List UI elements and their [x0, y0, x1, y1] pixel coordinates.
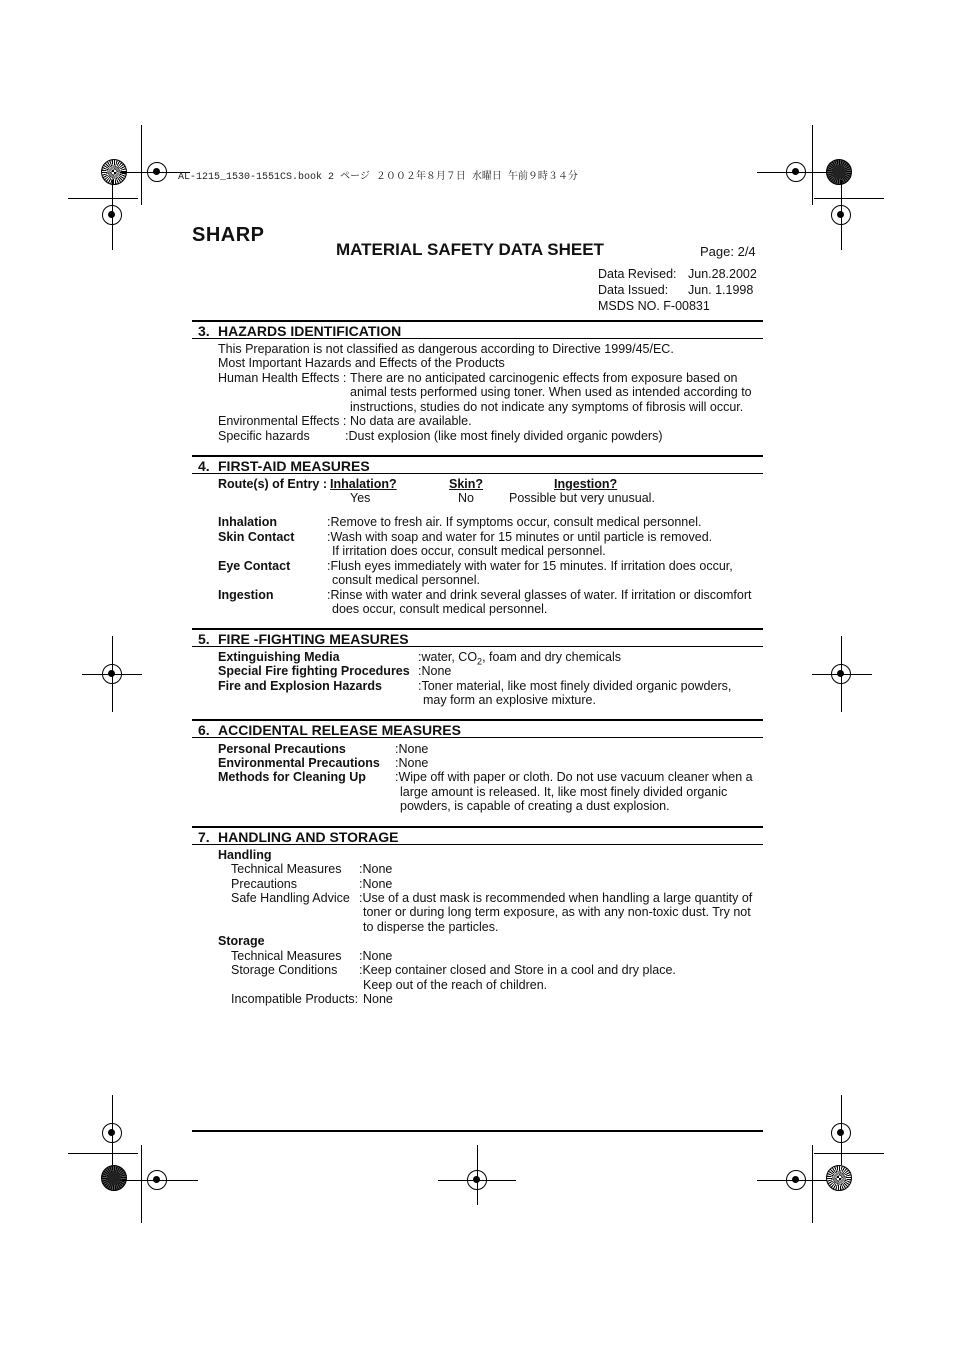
- msds-number: MSDS NO. F-00831: [598, 299, 710, 313]
- section-title: FIRE -FIGHTING MEASURES: [218, 631, 409, 647]
- field-label: Specific hazards: [218, 429, 310, 443]
- table-cell: Possible but very unusual.: [509, 491, 655, 505]
- field-label: Fire and Explosion Hazards: [218, 679, 382, 693]
- field-label: Human Health Effects :: [218, 371, 347, 385]
- brand-logo: SHARP: [192, 224, 265, 246]
- field-value: does occur, consult medical personnel.: [332, 602, 548, 616]
- document-meta: [598, 266, 757, 314]
- field-value: toner or during long term exposure, as with any non-toxic dust. Try not: [363, 905, 751, 919]
- field-value: :Use of a dust mask is recommended when handling a large quantity of: [359, 891, 753, 905]
- field-label: Precautions: [231, 877, 298, 891]
- page-number: Page: 2/4: [700, 244, 756, 259]
- section-header: [192, 455, 763, 474]
- field-label: Eye Contact: [218, 559, 291, 573]
- field-label: Incompatible Products:: [231, 992, 359, 1006]
- section-header: [192, 320, 763, 339]
- field-value: :Wipe off with paper or cloth. Do not use vacuum cleaner when a: [395, 770, 753, 784]
- section-text: This Preparation is not classified as dangerous according to Directive 1999/45/EC.: [218, 342, 674, 356]
- registration-target-icon: [101, 1165, 127, 1191]
- table-cell: No: [458, 491, 474, 505]
- section-title: ACCIDENTAL RELEASE MEASURES: [218, 722, 461, 738]
- field-label: Technical Measures: [231, 949, 342, 963]
- field-value: Keep out of the reach of children.: [363, 978, 548, 992]
- registration-target-icon: [826, 1165, 852, 1191]
- field-label: Ingestion: [218, 588, 274, 602]
- field-label: Special Fire fighting Procedures: [218, 664, 410, 678]
- page-title: MATERIAL SAFETY DATA SHEET: [336, 240, 604, 259]
- field-label: Personal Precautions: [218, 742, 346, 756]
- value-text: :water, CO: [418, 650, 478, 664]
- column-header: Inhalation?: [330, 477, 397, 491]
- section-title: FIRST-AID MEASURES: [218, 458, 370, 474]
- field-value: None: [363, 992, 393, 1006]
- field-value: :None: [359, 877, 393, 891]
- book-header: AL-1215_1530-1551CS.book 2 ページ ２００２年８月７日 水曜日 午前９時３４分: [178, 172, 578, 183]
- field-label: Storage Conditions: [231, 963, 338, 977]
- field-value: No data are available.: [350, 414, 472, 428]
- section-number: 4.: [198, 458, 210, 474]
- issued-label: Data Issued:: [598, 283, 669, 297]
- field-value: to disperse the particles.: [363, 920, 499, 934]
- field-value: :Rinse with water and drink several glasses of water. If irritation or discomfort: [327, 588, 752, 602]
- subsection-title: Handling: [218, 848, 272, 862]
- section-number: 5.: [198, 631, 210, 647]
- section-title: HAZARDS IDENTIFICATION: [218, 323, 402, 339]
- field-value: large amount is released. It, like most finely divided organic: [400, 785, 728, 799]
- revised-value: Jun.28.2002: [688, 267, 757, 281]
- section-title: HANDLING AND STORAGE: [218, 829, 399, 845]
- field-value: :Dust explosion (like most finely divided organic powders): [345, 429, 663, 443]
- field-value: powders, is capable of creating a dust explosion.: [400, 799, 670, 813]
- field-value: :None: [359, 949, 393, 963]
- field-label: Route(s) of Entry :: [218, 477, 328, 491]
- field-value: :Keep container closed and Store in a cool and dry place.: [359, 963, 676, 977]
- field-value: :None: [359, 862, 393, 876]
- revised-label: Data Revised:: [598, 267, 677, 281]
- field-label: Environmental Effects :: [218, 414, 347, 428]
- field-value: instructions, studies do not indicate any symptoms of fibrosis will occur.: [350, 400, 744, 414]
- issued-value: Jun. 1.1998: [688, 283, 754, 297]
- registration-target-icon: [826, 159, 852, 185]
- field-label: Technical Measures: [231, 862, 342, 876]
- section-number: 3.: [198, 323, 210, 339]
- value-text: , foam and dry chemicals: [482, 650, 622, 664]
- field-value: :None: [395, 756, 429, 770]
- subsection-title: Storage: [218, 934, 265, 948]
- field-value: There are no anticipated carcinogenic effects from exposure based on: [350, 371, 738, 385]
- field-value: animal tests performed using toner. When used as intended according to: [350, 385, 752, 399]
- field-label: Extinguishing Media: [218, 650, 340, 664]
- field-value: :None: [395, 742, 429, 756]
- field-value: :None: [418, 664, 452, 678]
- subscript-text: 2: [477, 656, 483, 667]
- field-value: :Wash with soap and water for 15 minutes or until particle is removed.: [327, 530, 713, 544]
- column-header: Ingestion?: [554, 477, 618, 491]
- column-header: Skin?: [449, 477, 484, 491]
- section-number: 6.: [198, 722, 210, 738]
- field-label: Environmental Precautions: [218, 756, 380, 770]
- field-label: Methods for Cleaning Up: [218, 770, 366, 784]
- section-header: [192, 628, 763, 647]
- section-header: [192, 826, 763, 845]
- field-value: may form an explosive mixture.: [423, 693, 596, 707]
- field-value: :Remove to fresh air. If symptoms occur, consult medical personnel.: [327, 515, 702, 529]
- section-header: [192, 719, 763, 738]
- footer-divider: [192, 1130, 763, 1132]
- field-label: Safe Handling Advice: [231, 891, 350, 905]
- section-number: 7.: [198, 829, 210, 845]
- table-cell: Yes: [350, 491, 371, 505]
- field-label: Skin Contact: [218, 530, 295, 544]
- field-value: If irritation does occur, consult medical personnel.: [332, 544, 606, 558]
- section-text: Most Important Hazards and Effects of the Products: [218, 356, 505, 370]
- field-value: consult medical personnel.: [332, 573, 480, 587]
- field-label: Inhalation: [218, 515, 278, 529]
- field-value: :Flush eyes immediately with water for 15 minutes. If irritation does occur,: [327, 559, 733, 573]
- field-value: :Toner material, like most finely divided organic powders,: [418, 679, 732, 693]
